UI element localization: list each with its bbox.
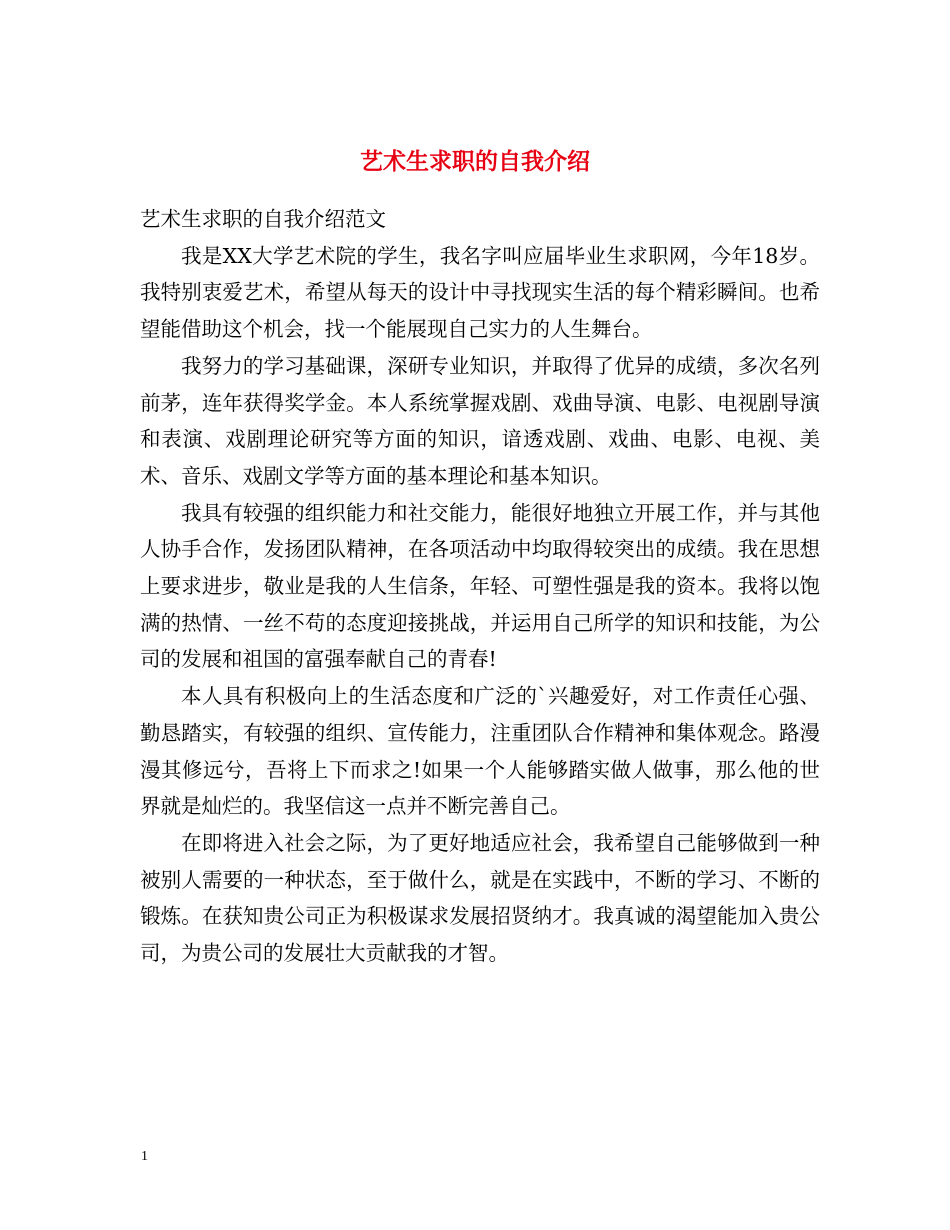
document-body (140, 201, 820, 972)
document-subtitle: 艺术生求职的自我介绍范文 (140, 207, 386, 231)
page-number: 1 (141, 1149, 148, 1164)
paragraph-4: 本人具有积极向上的生活态度和广泛的`兴趣爱好，对工作责任心强、勤恳踏实，有较强的组织、宣传能力，注重团队合作精神和集体观念。路漫漫其修远兮，吾将上下而求之!如果一个人能够踏实做人做事，那么他的世界就是灿烂的。我坚信这一点并不断完善自己。 (140, 684, 820, 819)
paragraph-1: 我是XX大学艺术院的学生，我名字叫应届毕业生求职网，今年18岁。我特别衷爱艺术，希望从每天的设计中寻找现实生活的每个精彩瞬间。也希望能借助这个机会，找一个能展现自己实力的人生舞台。 (140, 243, 820, 342)
paragraph-5: 在即将进入社会之际，为了更好地适应社会，我希望自己能够做到一种被别人需要的一种状态，至于做什么，就是在实践中，不断的学习、不断的锻炼。在获知贵公司正为积极谋求发展招贤纳才。我真诚的渴望能加入贵公司，为贵公司的发展壮大贡献我的才智。 (140, 830, 820, 966)
paragraph-2: 我努力的学习基础课，深研专业知识，并取得了优异的成绩，多次名列前茅，连年获得奖学金。本人系统掌握戏剧、戏曲导演、电影、电视剧导演和表演、戏剧理论研究等方面的知识，谙透戏剧、戏曲、电影、电视、美术、音乐、戏剧文学等方面的基本理论和基本知识。 (140, 353, 820, 488)
document-title: 艺术生求职的自我介绍 (360, 148, 590, 176)
paragraph-3: 我具有较强的组织能力和社交能力，能很好地独立开展工作，并与其他人协手合作，发扬团队精神，在各项活动中均取得较突出的成绩。我在思想上要求进步，敬业是我的人生信条，年轻、可塑性强是我的资本。我将以饱满的热情、一丝不苟的态度迎接挑战，并运用自己所学的知识和技能，为公司的发展和祖国的富强奉献自己的青春! (140, 500, 820, 672)
